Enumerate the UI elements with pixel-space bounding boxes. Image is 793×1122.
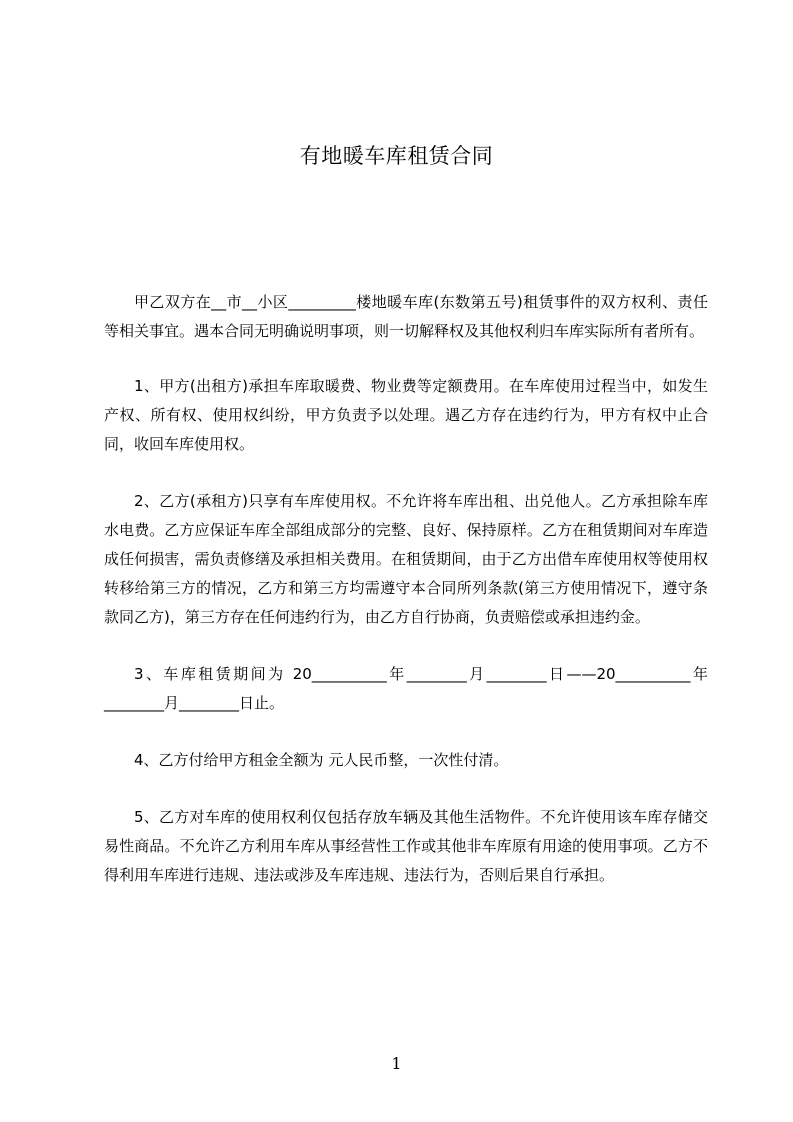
clause-5-paragraph: 5、乙方对车库的使用权利仅包括存放车辆及其他生活物件。不允许使用该车库存储交易性商品。不允许乙方利用车库从事经营性工作或其他非车库原有用途的使用事项。乙方不得利用车库进行违规、违法或涉及车库违规、违法行为，否则后果自行承担。 (104, 808, 708, 884)
clause-4-paragraph: 4、乙方付给甲方租金全额为 元人民币整，一次性付清。 (134, 751, 509, 769)
clause-2-paragraph: 2、乙方(承租方)只享有车库使用权。不允许将车库出租、出兑他人。乙方承担除车库水电费。乙方应保证车库全部组成部分的完整、良好、保持原样。乙方在租赁期间对车库造成任何损害，需负责修缮及承担相关费用。在租赁期间，由于乙方出借车库使用权等使用权转移给第三方的情况，乙方和第三方均需遵守本合同所列条款(第三方使用情况下，遵守条款同乙方)，第三方存在任何违约行为，由乙方自行协商，负责赔偿或承担违约金。 (104, 492, 708, 626)
intro-paragraph: 甲乙双方在__市__小区_________楼地暖车库(东数第五号)租赁事件的双方权利、责任等相关事宜。遇本合同无明确说明事项，则一切解释权及其他权利归车库实际所有者所有。 (104, 293, 708, 340)
clause-1-paragraph: 1、甲方(出租方)承担车库取暖费、物业费等定额费用。在车库使用过程当中，如发生产权、所有权、使用权纠纷，甲方负责予以处理。遇乙方存在违约行为，甲方有权中止合同，收回车库使用权。 (104, 377, 708, 453)
page-number: 1 (391, 1054, 402, 1073)
document-body (104, 288, 708, 918)
clause-3-paragraph: 3、车库租赁期间为 20__________年________月________日——20__________年________月________日止。 (104, 665, 708, 712)
document-title: 有地暖车库租赁合同 (299, 144, 494, 168)
